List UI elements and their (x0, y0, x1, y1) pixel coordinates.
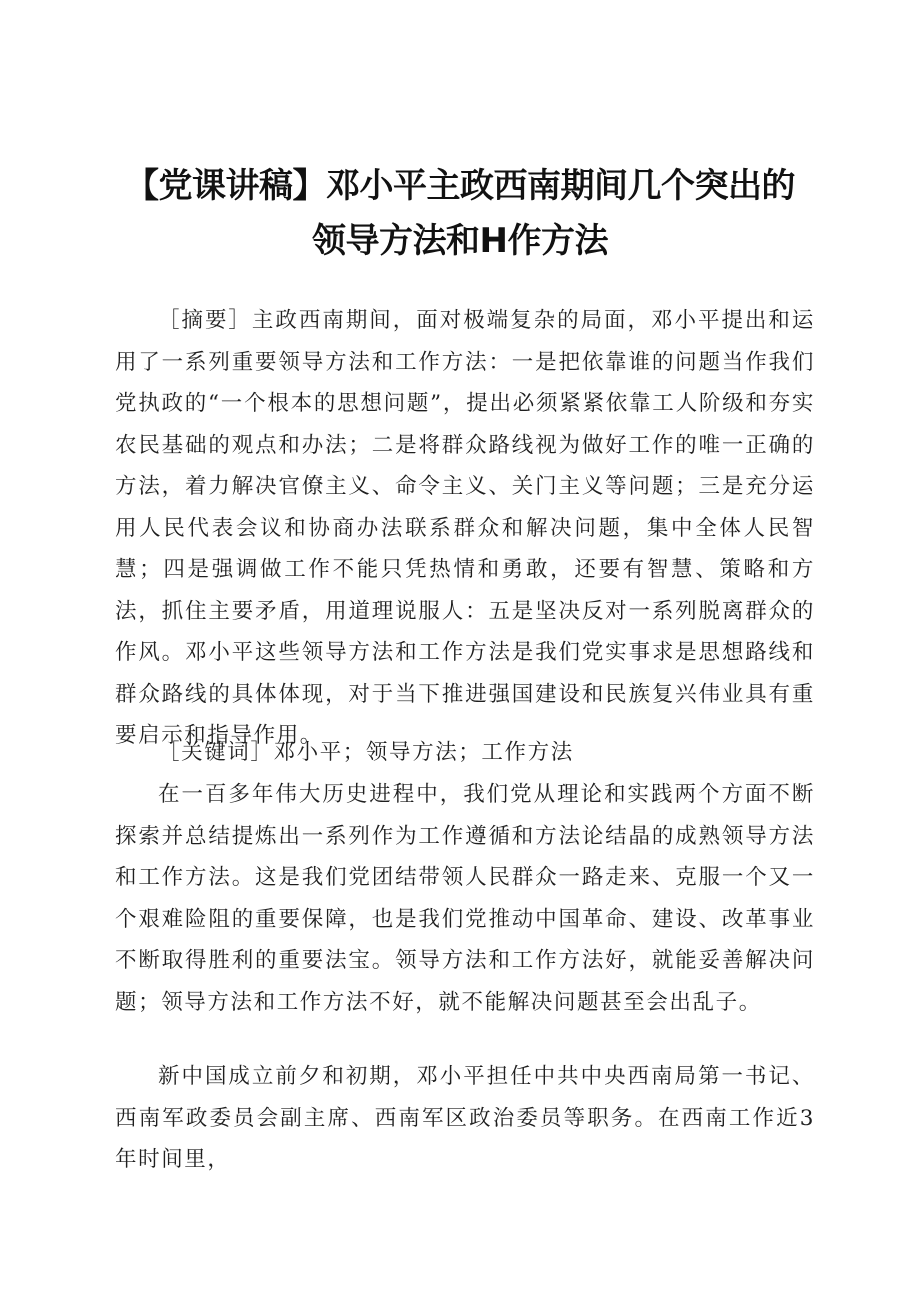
body-paragraph: 新中国成立前夕和初期，邓小平担任中共中央西南局第一书记、西南军政委员会副主席、西南军区政治委员等职务。在西南工作近3年时间里， (115, 1064, 815, 1172)
keywords-paragraph: ［关键词］邓小平；领导方法；工作方法 (158, 740, 574, 765)
body-paragraph: 在一百多年伟大历史进程中，我们党从理论和实践两个方面不断探索并总结提炼出一系列作为工作遵循和方法论结晶的成熟领导方法和工作方法。这是我们党团结带领人民群众一路走来、克服一个又一个艰难险阻的重要保障，也是我们党推动中国革命、建设、改革事业不断取得胜利的重要法宝。领导方法和工作方法好，就能妥善解决问题；领导方法和工作方法不好，就不能解决问题甚至会出乱子。 (115, 782, 815, 1015)
document-title-line-2: 领导方法和H作方法 (312, 221, 608, 261)
document-title-line-1: 【党课讲稿】邓小平主政西南期间几个突出的 (125, 166, 795, 206)
abstract-paragraph: ［摘要］主政西南期间，面对极端复杂的局面，邓小平提出和运用了一系列重要领导方法和工作方法：一是把依靠谁的问题当作我们党执政的“一个根本的思想问题”，提出必须紧紧依靠工人阶级和夯实农民基础的观点和办法；二是将群众路线视为做好工作的唯一正确的方法，着力解决官僚主义、命令主义、关门主义等问题；三是充分运用人民代表会议和协商办法联系群众和解决问题，集中全体人民智慧；四是强调做工作不能只凭热情和勇敢，还要有智慧、策略和方法，抓住主要矛盾，用道理说服人：五是坚决反对一系列脱离群众的作风。邓小平这些领导方法和工作方法是我们党实事求是思想路线和群众路线的具体体现，对于当下推进强国建设和民族复兴伟业具有重要启示和指导作用。 (115, 308, 815, 748)
